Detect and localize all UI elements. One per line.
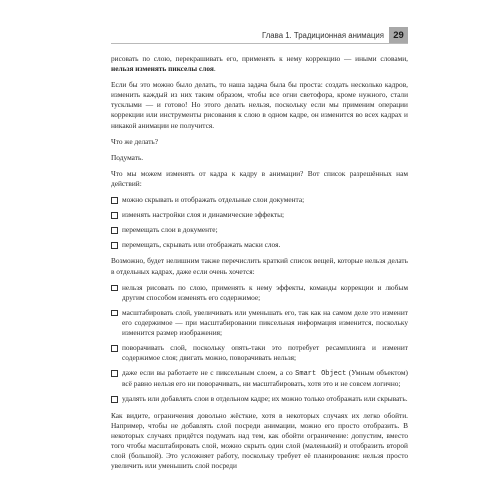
page-body: [111, 54, 408, 477]
paragraph: Что же делать?: [111, 136, 159, 146]
list-item-text: масштабировать слой, увеличивать или уменьшать его, так как на самом деле это изменит его содержимое — при масштабировании пиксельная информация изменится, поскольку изменится размер изображения;: [122, 307, 408, 337]
bold-phrase: нельзя изменять пикселы слоя: [111, 64, 214, 74]
checkbox-bullet-icon: [111, 242, 118, 249]
chapter-title: Глава 1. Традиционная анимация: [261, 30, 384, 40]
paragraph-end: .: [213, 64, 216, 74]
list-item: [111, 240, 408, 250]
forbidden-actions-list: [111, 283, 408, 405]
list-item: [111, 394, 408, 404]
checkbox-bullet-icon: [111, 285, 118, 292]
list-item-text: перемещать слои в документе;: [122, 225, 218, 235]
checkbox-bullet-icon: [111, 370, 118, 377]
list-item: [111, 283, 408, 303]
list-item-text: поворачивать слой, поскольку опять-таки это потребует ресамплинга и изменит содержимое слоя; двигать можно, поворачивать нельзя;: [122, 343, 408, 363]
code-term: Smart Object: [295, 370, 347, 379]
list-item: [111, 308, 408, 338]
page-header: [111, 27, 408, 44]
checkbox-bullet-icon: [111, 310, 118, 317]
list-item: [111, 225, 408, 235]
paragraph: Подумать.: [111, 152, 144, 162]
allowed-actions-list: [111, 195, 408, 250]
list-item: [111, 195, 408, 205]
paragraph: Как видите, ограничения довольно жёсткие, хотя в некоторых случаях их легко обойти. Например, чтобы не добавлять слой посреди анимации, можно его просто отобразить. В некоторых случаях придётся подумать над тем, как обойти ограничение: допустим, вместо того чтобы масштабировать слой, можно скрыть один слой (маленький) и отобразить второй слой (большой). Это усложняет работу, поскольку требует её планирования: нельзя просто увеличить или уменьшить слой посреди: [111, 410, 408, 470]
checkbox-bullet-icon: [111, 345, 118, 352]
list-item-text: можно скрывать и отображать отдельные слои документа;: [122, 195, 305, 205]
paragraph-text: рисовать по слою, перекрашивать его, применять к нему коррекцию — иными словами,: [111, 54, 408, 63]
checkbox-bullet-icon: [111, 197, 118, 204]
paragraph: [111, 54, 408, 74]
list-item-text: перемещать, скрывать или отображать маски слоя.: [122, 240, 281, 250]
checkbox-bullet-icon: [111, 227, 118, 234]
list-item: [111, 368, 408, 389]
list-item-text: удалять или добавлять слои в отдельном кадре; их можно только отображать или скрывать.: [122, 394, 408, 404]
paragraph: Возможно, будет нелишним также перечислить краткий список вещей, которые нельзя делать в отдельных кадрах, даже если очень хочется:: [111, 256, 408, 276]
list-item-text: даже если вы работаете не с пиксельным слоем, а со: [122, 368, 296, 378]
list-item-text: изменять настройки слоя и динамические эффекты;: [122, 210, 285, 220]
list-item: [111, 210, 408, 220]
list-item: [111, 343, 408, 363]
paragraph: Если бы это можно было делать, то наша задача была бы проста: создать несколько кадров, изменить каждый из них таким образом, чтобы все огни светофора, кроме нужного, стали тусклыми — и готово! Но этого делать нельзя, поскольку если мы применим операции коррекции или инструменты рисования к слою в одном кадре, он изменится во всех кадрах и никакой анимации не получится.: [111, 80, 408, 130]
list-item-text: (Умным объектом) всё равно нельзя его ни поворачивать, ни масштабировать, хотя это и не совсем логично;: [122, 368, 408, 389]
paragraph: Что мы можем изменять от кадра к кадру в анимации? Вот список разрешённых нам действий:: [111, 168, 408, 188]
checkbox-bullet-icon: [111, 212, 118, 219]
page-number: 29: [389, 27, 408, 43]
list-item-text: нельзя рисовать по слою, применять к нему эффекты, команды коррекции и любым другим способом изменять его содержимое;: [122, 282, 408, 302]
checkbox-bullet-icon: [111, 396, 118, 403]
